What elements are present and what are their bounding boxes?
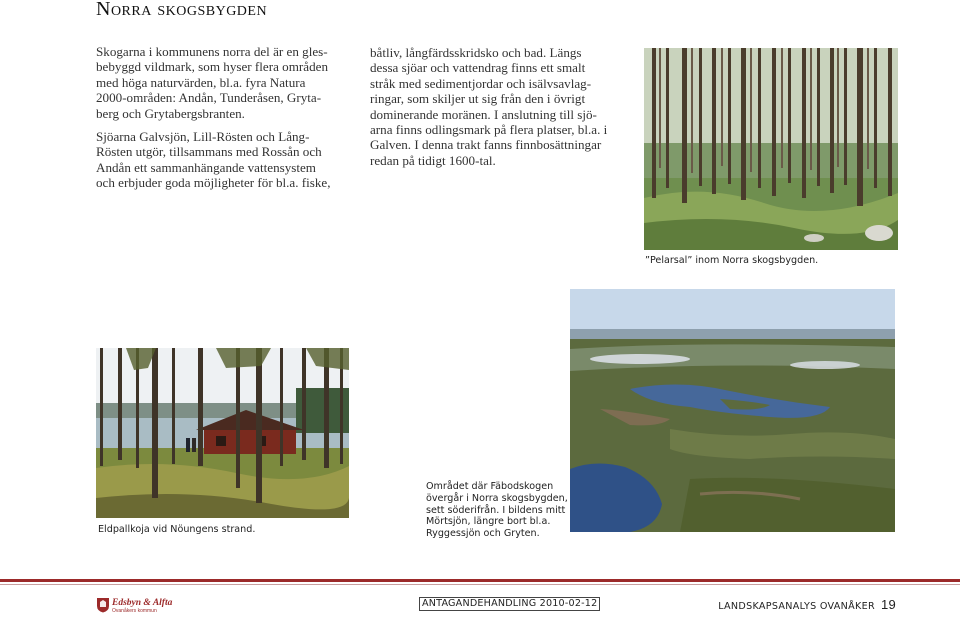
text-line: med höga naturvärden, bl.a. fyra Natura xyxy=(96,74,306,90)
aerial-photo-caption xyxy=(426,481,568,540)
text-line: stråk med sedimentjordar och isälvsavlag- xyxy=(370,75,592,91)
text-line: dessa sjöar och vattendrag finns ett smalt xyxy=(370,60,586,76)
caption-line: övergår i Norra skogsbygden, xyxy=(426,492,568,504)
page-number: 19 xyxy=(880,597,896,612)
municipality-logo xyxy=(96,597,176,617)
footer-right xyxy=(718,597,896,612)
caption-line: Mörtsjön, längre bort bl.a. xyxy=(426,516,551,528)
text-line: Galven. I denna trakt fanns finnbosättningar xyxy=(370,137,602,153)
footer-divider-thin xyxy=(0,584,960,585)
text-line: redan på tidigt 1600-tal. xyxy=(370,152,496,168)
forest-photo-caption: ”Pelarsal” inom Norra skogsbygden. xyxy=(645,255,819,266)
text-line: och erbjuder goda möjligheter för bl.a. fiske, xyxy=(96,175,331,191)
text-line: bebyggd vildmark, som hyser flera områden xyxy=(96,59,328,75)
text-column-1 xyxy=(96,44,358,199)
footer-divider xyxy=(0,579,960,582)
document-title: LANDSKAPSANALYS OVANÅKER xyxy=(718,601,875,612)
logo-text: Edsbyn & Alfta xyxy=(112,598,173,608)
caption-line: Området där Fäbodskogen xyxy=(426,481,554,492)
text-line: arna finns odlingsmark på flera platser, bl.a. i xyxy=(370,122,608,138)
aerial-photo xyxy=(570,289,895,532)
paragraph-continued xyxy=(370,45,628,168)
paragraph-lakes xyxy=(96,129,358,191)
text-line: Rösten utgör, tillsammans med Rossån och xyxy=(96,144,322,160)
cabin-photo xyxy=(96,348,349,518)
text-line: dominerande moränen. I anslutning till sjö- xyxy=(370,106,597,122)
cabin-photo-caption: Eldpallkoja vid Nöungens strand. xyxy=(98,524,256,535)
text-line: 2000-områden: Andån, Tunderåsen, Gryta- xyxy=(96,90,322,106)
text-line: berg och Grytabergsbranten. xyxy=(96,105,245,121)
page-title: Norra skogsbygden xyxy=(96,0,268,20)
coat-of-arms-icon xyxy=(96,597,110,613)
forest-photo xyxy=(644,48,898,250)
text-line: Skogarna i kommunens norra del är en gles- xyxy=(96,44,328,59)
text-column-2 xyxy=(370,45,628,176)
logo-subtext: Ovanåkers kommun xyxy=(112,608,157,614)
caption-line: Ryggessjön och Gryten. xyxy=(426,528,540,540)
text-line: Andån ett sammanhängande vattensystem xyxy=(96,159,316,175)
document-status: ANTAGANDEHANDLING 2010-02-12 xyxy=(419,597,600,611)
paragraph-natura xyxy=(96,44,358,121)
text-line: Sjöarna Galvsjön, Lill-Rösten och Lång- xyxy=(96,129,310,145)
text-line: ringar, som skiljer ut sig från den i övrigt xyxy=(370,91,586,107)
caption-line: sett söderifrån. I bildens mitt xyxy=(426,504,566,516)
text-line: båtliv, långfärdsskridsko och bad. Längs xyxy=(370,45,582,60)
